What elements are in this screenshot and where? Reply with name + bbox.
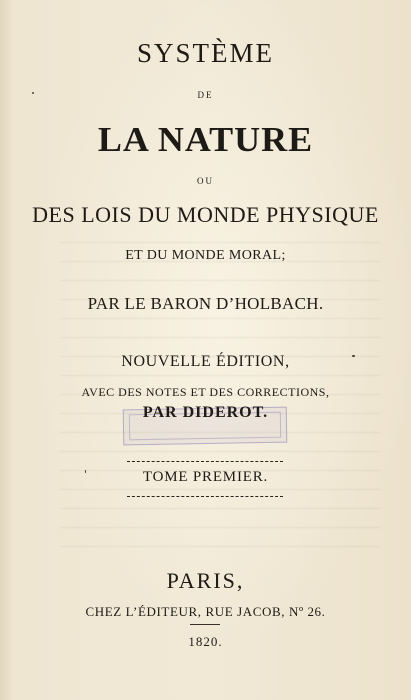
- title-line-de: DE: [197, 90, 214, 100]
- subtitle-line-moral: ET DU MONDE MORAL;: [125, 248, 286, 263]
- volume-rule-bottom: [127, 496, 283, 497]
- subtitle-line-lois: DES LOIS DU MONDE PHYSIQUE: [32, 202, 379, 227]
- imprint-city: PARIS,: [166, 568, 245, 593]
- edition-line: NOUVELLE ÉDITION,: [121, 353, 290, 370]
- notes-line: AVEC DES NOTES ET DES CORRECTIONS,: [81, 385, 330, 399]
- author-line: PAR LE BARON D’HOLBACH.: [87, 294, 324, 313]
- ink-speck: [352, 355, 355, 357]
- imprint-year: 1820.: [188, 634, 223, 649]
- ink-speck: [85, 470, 86, 473]
- ink-speck: [32, 92, 34, 94]
- editor-line: PAR DIDEROT.: [142, 404, 269, 421]
- imprint-divider: [190, 624, 220, 625]
- volume-rule-top: [127, 461, 283, 462]
- imprint-publisher: CHEZ L’ÉDITEUR, RUE JACOB, Nº 26.: [85, 604, 326, 619]
- title-line-ou: OU: [197, 176, 214, 186]
- title-line-systeme: SYSTÈME: [136, 38, 275, 68]
- title-line-la-nature: LA NATURE: [97, 119, 314, 159]
- volume-line: TOME PREMIER.: [142, 469, 269, 485]
